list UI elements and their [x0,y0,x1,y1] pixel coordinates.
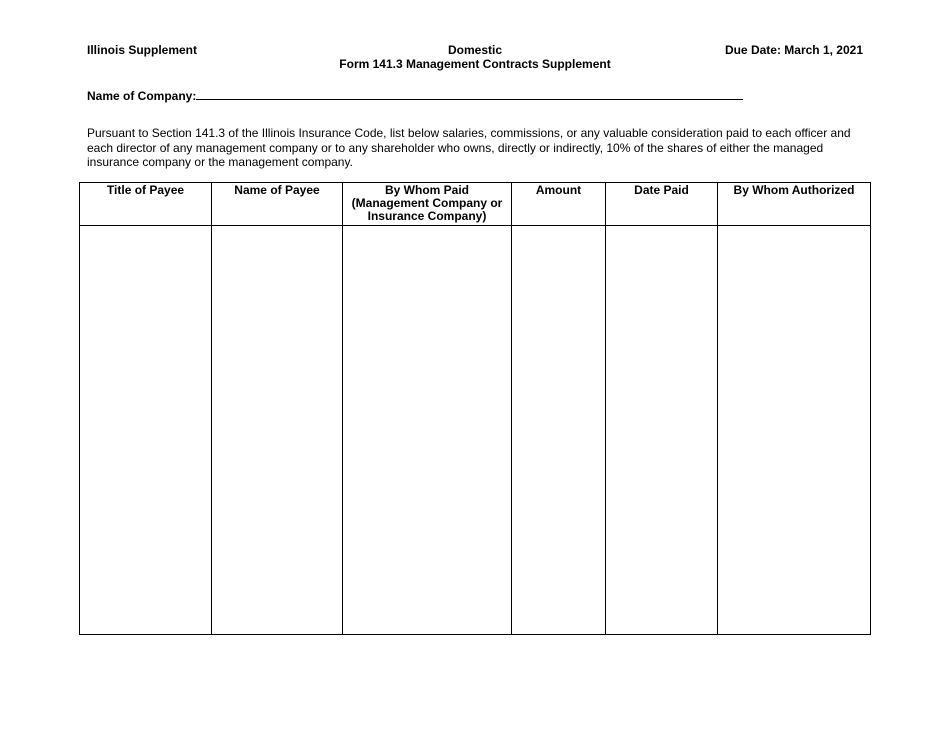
form-category: Domestic [447,43,503,57]
col-header-by-whom-paid: By Whom Paid (Management Company or Insurance Company) [343,183,512,226]
payments-table [79,182,871,635]
cell-by-whom-authorized[interactable] [718,226,871,635]
form-name: Form 141.3 Management Contracts Supplement [339,57,611,71]
table-row [80,226,871,635]
due-date: Due Date: March 1, 2021 [724,43,863,57]
col-header-name-of-payee: Name of Payee [212,183,343,226]
table-header-row [80,183,871,226]
instructions-text: Pursuant to Section 141.3 of the Illinois Insurance Code, list below salaries, commissions, or any valuable consideration paid to each officer and each director of any management company or to any shareholder who owns, directly or indirectly, 10% of the shares of either the managed insurance company or the management company. [87,126,851,169]
cell-title-of-payee[interactable] [80,226,212,635]
col-header-by-whom-authorized: By Whom Authorized [718,183,871,226]
company-name-field [87,87,743,103]
col-header-title-of-payee: Title of Payee [80,183,212,226]
supplement-label: Illinois Supplement [87,43,198,57]
cell-name-of-payee[interactable] [212,226,343,635]
col-header-date-paid: Date Paid [606,183,718,226]
company-name-label: Name of Company: [87,89,197,103]
cell-by-whom-paid[interactable] [343,226,512,635]
company-name-input-line[interactable] [196,87,743,100]
cell-date-paid[interactable] [606,226,718,635]
col-header-amount: Amount [512,183,606,226]
cell-amount[interactable] [512,226,606,635]
